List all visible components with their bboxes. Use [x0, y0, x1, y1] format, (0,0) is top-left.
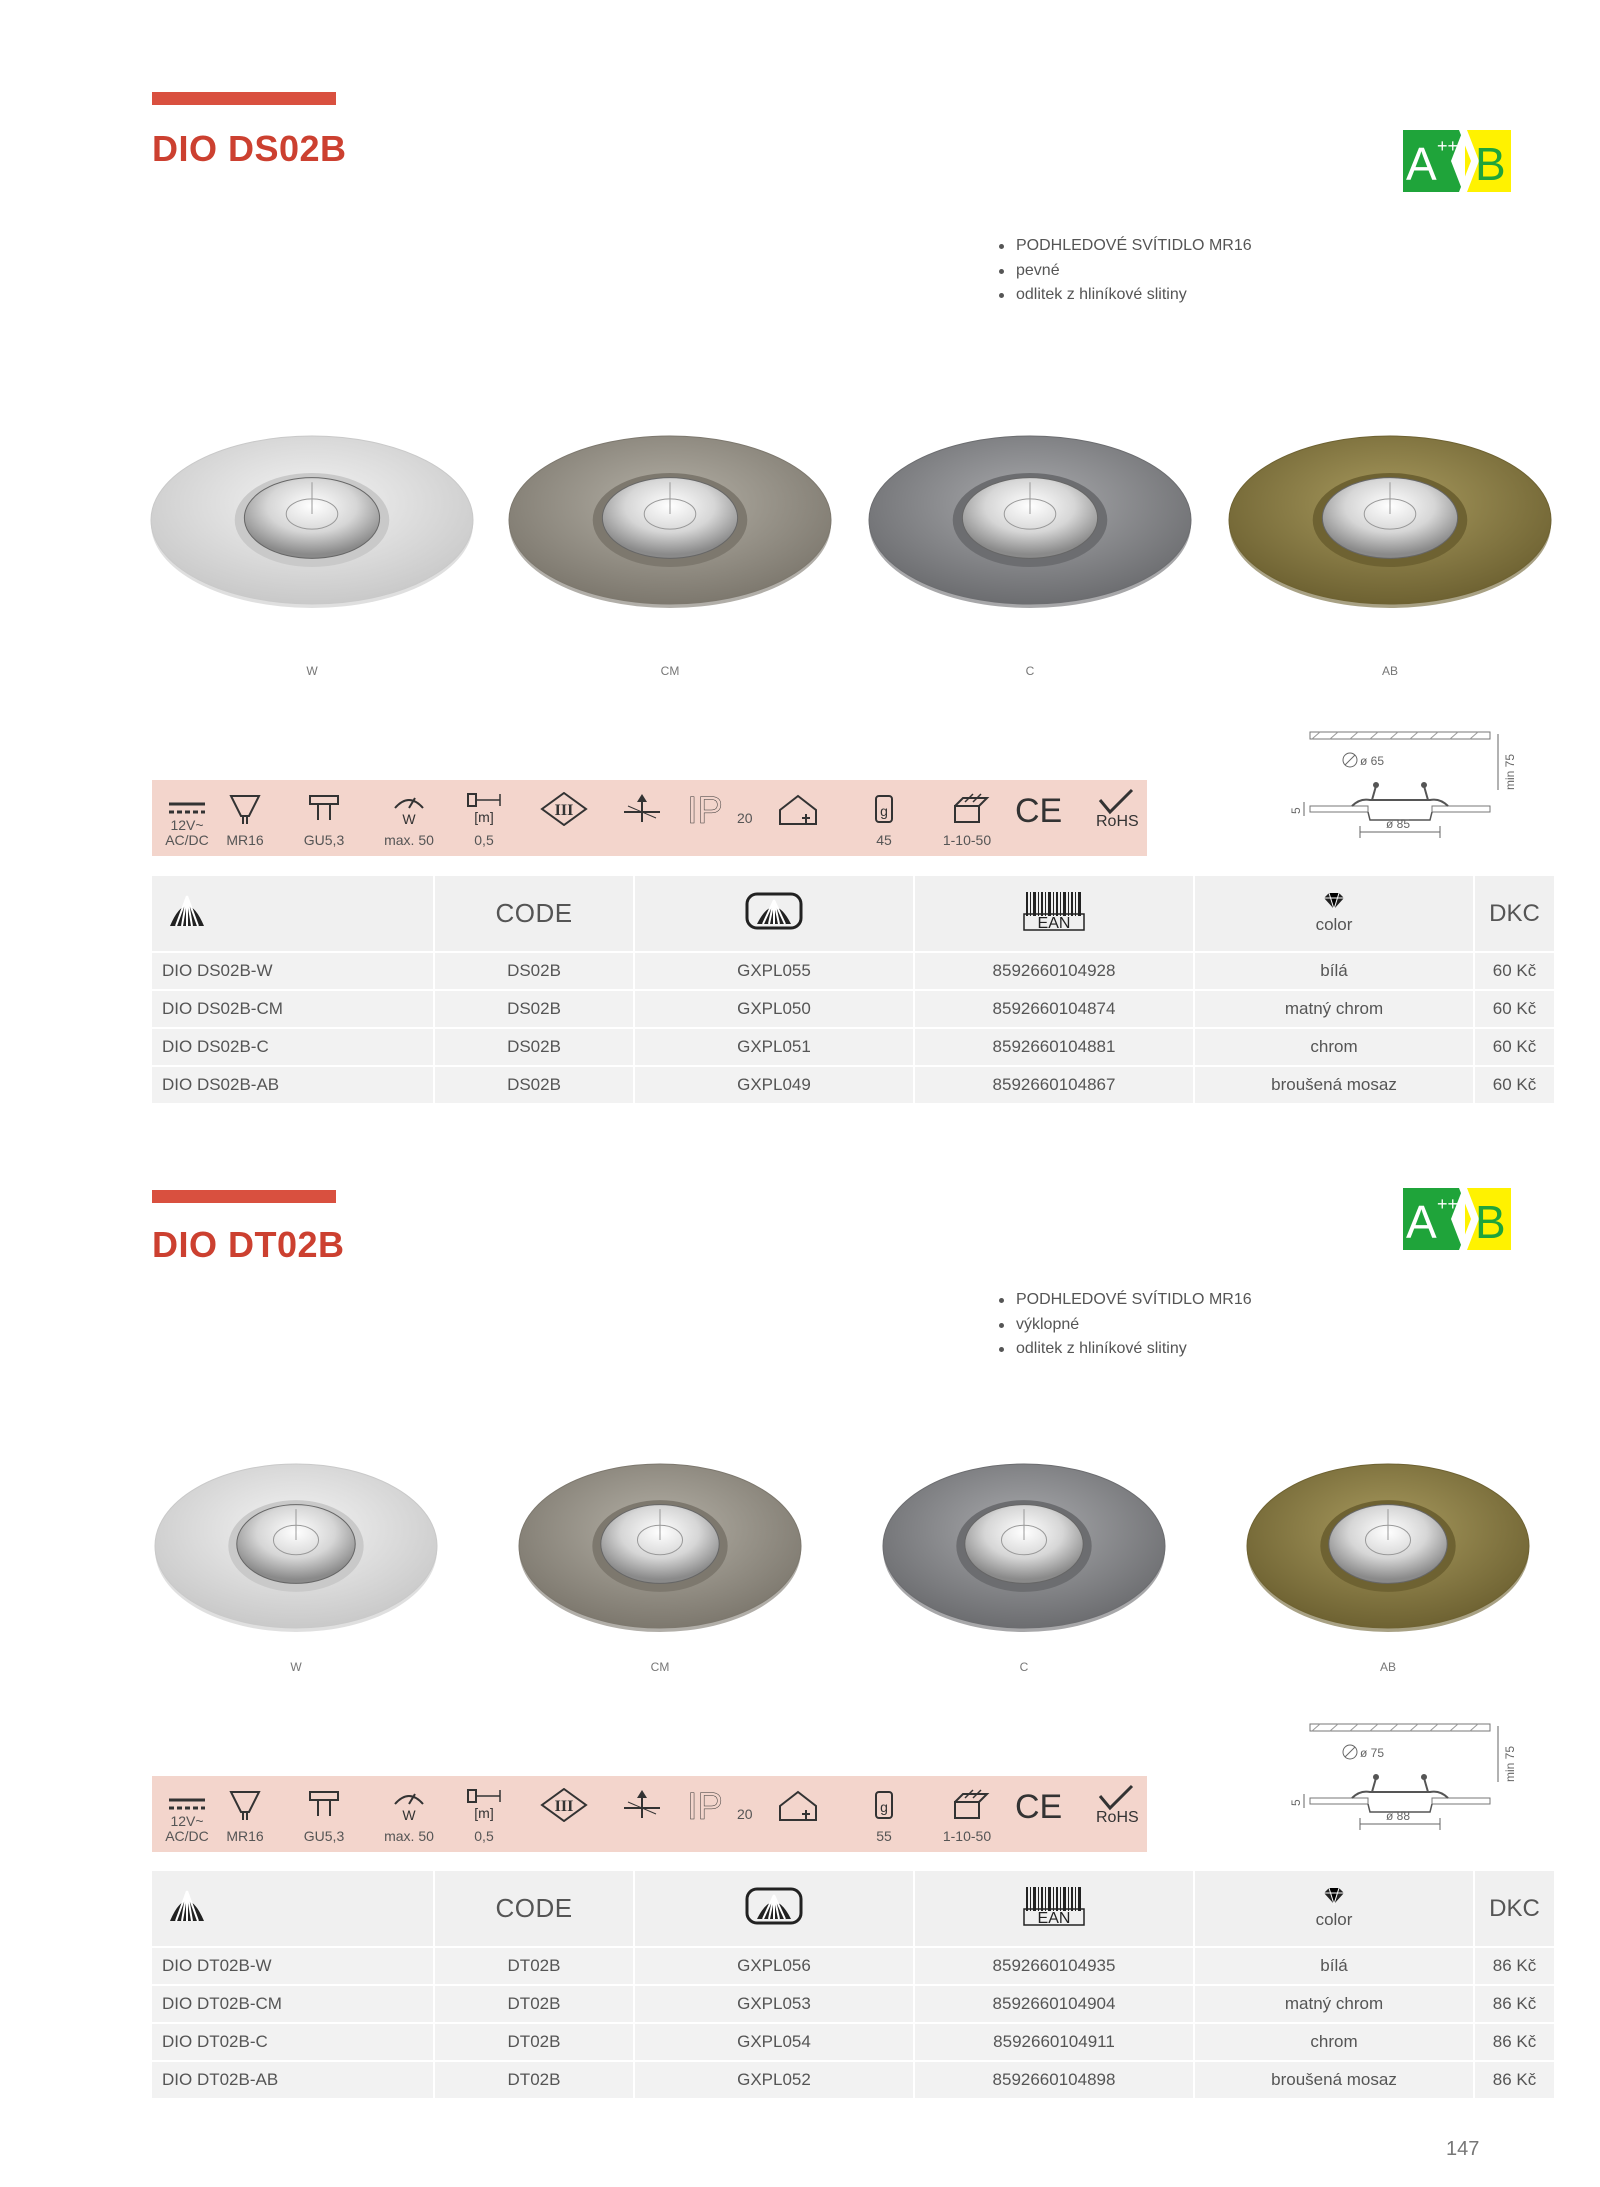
price-cell: 86 Kč [1474, 2061, 1554, 2098]
svg-text:ø 65: ø 65 [1360, 754, 1385, 768]
price-header: DKC [1474, 876, 1554, 952]
code-cell: DS02B [434, 1066, 634, 1103]
distance-icon [449, 780, 519, 856]
wattage-icon [369, 1776, 449, 1852]
svg-text:EAN: EAN [1037, 915, 1071, 932]
spec-icon-strip [152, 780, 1147, 856]
table-row [152, 1066, 1554, 1103]
distance-icon [449, 1776, 519, 1852]
table-row [152, 1947, 1554, 1985]
svg-text:IP: IP [687, 791, 723, 827]
gxp-code-cell: GXPL053 [634, 1985, 914, 2023]
product-image-w [147, 430, 477, 610]
code-header: CODE [434, 1871, 634, 1947]
shell-code-icon [745, 890, 803, 932]
title-accent-bar [152, 1190, 336, 1203]
gxp-code-cell: GXPL054 [634, 2023, 914, 2061]
svg-text:RoHS: RoHS [1096, 813, 1139, 830]
product-image-cm [515, 1458, 805, 1634]
dimension-drawing [1290, 1712, 1520, 1852]
gxp-code-cell: GXPL050 [634, 990, 914, 1028]
code-cell: DS02B [434, 990, 634, 1028]
product-name-cell: DIO DT02B-C [152, 2023, 434, 2061]
table-row [152, 1985, 1554, 2023]
ean-header [914, 876, 1194, 952]
ean-cell: 8592660104898 [914, 2061, 1194, 2098]
lamp-type-icon [210, 1776, 280, 1852]
gxp-code-cell: GXPL052 [634, 2061, 914, 2098]
table-header-row [152, 876, 1554, 952]
table-row [152, 990, 1554, 1028]
shell-code-icon [745, 1885, 803, 1927]
feature-item: výklopné [994, 1313, 1252, 1338]
ean-cell: 8592660104867 [914, 1066, 1194, 1103]
dimension-drawing [1290, 720, 1520, 860]
svg-text:g: g [880, 803, 888, 819]
svg-text:W: W [402, 811, 416, 826]
color-header: color [1194, 876, 1474, 952]
color-cell: matný chrom [1194, 990, 1474, 1028]
ean-cell: 8592660104935 [914, 1947, 1194, 1985]
svg-text:ø 85: ø 85 [1386, 817, 1411, 831]
code-cell: DT02B [434, 2061, 634, 2098]
color-cell: chrom [1194, 1028, 1474, 1066]
variant-label: W [290, 1660, 302, 1674]
feature-item: pevné [994, 259, 1252, 284]
product-name-cell: DIO DT02B-CM [152, 1985, 434, 2023]
svg-text:min 75: min 75 [1503, 753, 1517, 790]
product-title: DIO DS02B [152, 128, 347, 169]
svg-text:B: B [1475, 1196, 1506, 1248]
product-image-w [151, 1458, 441, 1634]
product-name-cell: DIO DS02B-C [152, 1028, 434, 1066]
price-cell: 86 Kč [1474, 1985, 1554, 2023]
product-name-cell: DIO DS02B-AB [152, 1066, 434, 1103]
color-cell: bílá [1194, 952, 1474, 990]
svg-text:CE: CE [1015, 792, 1063, 827]
svg-text:A: A [1406, 138, 1437, 190]
price-cell: 86 Kč [1474, 2023, 1554, 2061]
table-header-row [152, 1871, 1554, 1947]
price-cell: 60 Kč [1474, 1066, 1554, 1103]
class-iii-icon [529, 1776, 599, 1852]
svg-text:III: III [554, 802, 574, 819]
svg-text:[m]: [m] [474, 809, 494, 825]
price-cell: 60 Kč [1474, 952, 1554, 990]
variant-label: AB [1381, 664, 1398, 678]
package-label: 1-10-50 [942, 832, 992, 848]
product-image-cm [505, 430, 835, 610]
socket-icon [289, 1776, 359, 1852]
color-cell: matný chrom [1194, 1985, 1474, 2023]
product-image-c [865, 430, 1195, 610]
table-row [152, 2023, 1554, 2061]
wattage-icon [369, 780, 449, 856]
product-name-cell: DIO DT02B-W [152, 1947, 434, 1985]
svg-text:A: A [1406, 1196, 1437, 1248]
lamp-header [152, 876, 434, 952]
mounting-icon [607, 1776, 677, 1852]
ce-icon [1008, 780, 1078, 856]
shell-icon [166, 890, 208, 932]
table-row [152, 2061, 1554, 2098]
diamond-icon [1322, 892, 1346, 910]
wattage-label: max. 50 [384, 832, 434, 848]
color-header: color [1194, 1871, 1474, 1947]
variant-label: W [306, 664, 318, 678]
feature-item: PODHLEDOVÉ SVÍTIDLO MR16 [994, 234, 1252, 259]
shell-icon [166, 1885, 208, 1927]
price-cell: 60 Kč [1474, 1028, 1554, 1066]
barcode-icon [1022, 1885, 1086, 1927]
svg-text:min 75: min 75 [1503, 1745, 1517, 1782]
rohs-icon [1081, 1776, 1151, 1852]
variant-label: AB [1379, 1660, 1396, 1674]
weight-icon [849, 780, 919, 856]
rohs-icon [1081, 780, 1151, 856]
lamp-type-label: MR16 [226, 1828, 264, 1844]
gxp-code-cell: GXPL049 [634, 1066, 914, 1103]
variant-label: CM [650, 1660, 670, 1674]
weight-label: 45 [876, 832, 892, 848]
ean-cell: 8592660104928 [914, 952, 1194, 990]
energy-label-icon [1403, 1188, 1511, 1250]
svg-text:5: 5 [1290, 807, 1303, 814]
indoor-icon [763, 780, 833, 856]
product-image-ab [1243, 1458, 1533, 1634]
voltage-label: 12V~ AC/DC [165, 1813, 209, 1844]
diamond-icon [1322, 1887, 1346, 1905]
price-cell: 60 Kč [1474, 990, 1554, 1028]
ean-cell: 8592660104904 [914, 1985, 1194, 2023]
variant-label: C [1025, 664, 1035, 678]
svg-text:III: III [554, 1798, 574, 1815]
code-cell: DT02B [434, 2023, 634, 2061]
svg-text:20: 20 [737, 810, 753, 826]
product-title: DIO DT02B [152, 1224, 345, 1265]
lamp-type-icon [210, 780, 280, 856]
mounting-icon [607, 780, 677, 856]
voltage-label: 12V~ AC/DC [165, 817, 209, 848]
svg-text:20: 20 [737, 1806, 753, 1822]
color-cell: chrom [1194, 2023, 1474, 2061]
gxp-code-cell: GXPL051 [634, 1028, 914, 1066]
price-cell: 86 Kč [1474, 1947, 1554, 1985]
table-row [152, 1028, 1554, 1066]
ean-cell: 8592660104881 [914, 1028, 1194, 1066]
weight-label: 55 [876, 1828, 892, 1844]
lamp-type-label: MR16 [226, 832, 264, 848]
svg-text:IP: IP [687, 1787, 723, 1823]
feature-item: odlitek z hliníkové slitiny [994, 1337, 1252, 1362]
color-cell: bílá [1194, 1947, 1474, 1985]
svg-text:++: ++ [1437, 136, 1459, 156]
feature-item: PODHLEDOVÉ SVÍTIDLO MR16 [994, 1288, 1252, 1313]
package-label: 1-10-50 [942, 1828, 992, 1844]
ean-header [914, 1871, 1194, 1947]
feature-list [994, 1288, 1252, 1362]
svg-text:++: ++ [1437, 1194, 1459, 1214]
variant-label: CM [660, 664, 680, 678]
ean-cell: 8592660104874 [914, 990, 1194, 1028]
product-name-cell: DIO DS02B-CM [152, 990, 434, 1028]
distance-label: 0,5 [474, 832, 494, 848]
code-cell: DT02B [434, 1947, 634, 1985]
product-name-cell: DIO DT02B-AB [152, 2061, 434, 2098]
package-icon [922, 1776, 1012, 1852]
socket-label: GU5,3 [303, 1828, 345, 1844]
svg-text:W: W [402, 1807, 416, 1822]
svg-text:RoHS: RoHS [1096, 1809, 1139, 1826]
product-name-cell: DIO DS02B-W [152, 952, 434, 990]
svg-text:[m]: [m] [474, 1805, 494, 1821]
table-row [152, 952, 1554, 990]
barcode-icon [1022, 890, 1086, 932]
product-table [152, 876, 1554, 1103]
product-table [152, 1871, 1554, 2098]
indoor-icon [763, 1776, 833, 1852]
code-cell: DS02B [434, 952, 634, 990]
code-cell: DS02B [434, 1028, 634, 1066]
ip-rating-icon [682, 780, 762, 856]
ip-rating-icon [682, 1776, 762, 1852]
page-number: 147 [1446, 2138, 1480, 2160]
ce-icon [1008, 1776, 1078, 1852]
svg-text:g: g [880, 1799, 888, 1815]
svg-text:ø 88: ø 88 [1386, 1809, 1411, 1823]
color-cell: broušená mosaz [1194, 2061, 1474, 2098]
price-header: DKC [1474, 1871, 1554, 1947]
svg-text:EAN: EAN [1037, 1910, 1071, 1927]
spec-icon-strip [152, 1776, 1147, 1852]
wattage-label: max. 50 [384, 1828, 434, 1844]
svg-text:5: 5 [1290, 1799, 1303, 1806]
package-icon [922, 780, 1012, 856]
distance-label: 0,5 [474, 1828, 494, 1844]
code-header: CODE [434, 876, 634, 952]
gxp-header [634, 876, 914, 952]
ean-cell: 8592660104911 [914, 2023, 1194, 2061]
product-image-ab [1225, 430, 1555, 610]
svg-text:CE: CE [1015, 1788, 1063, 1823]
class-iii-icon [529, 780, 599, 856]
svg-text:B: B [1475, 138, 1506, 190]
variant-label: C [1019, 1660, 1029, 1674]
svg-text:ø 75: ø 75 [1360, 1746, 1385, 1760]
socket-icon [289, 780, 359, 856]
lamp-header [152, 1871, 434, 1947]
energy-label-icon [1403, 130, 1511, 192]
weight-icon [849, 1776, 919, 1852]
feature-list [994, 234, 1252, 308]
gxp-code-cell: GXPL055 [634, 952, 914, 990]
gxp-code-cell: GXPL056 [634, 1947, 914, 1985]
product-image-c [879, 1458, 1169, 1634]
socket-label: GU5,3 [303, 832, 345, 848]
title-accent-bar [152, 92, 336, 105]
code-cell: DT02B [434, 1985, 634, 2023]
gxp-header [634, 1871, 914, 1947]
color-cell: broušená mosaz [1194, 1066, 1474, 1103]
feature-item: odlitek z hliníkové slitiny [994, 283, 1252, 308]
